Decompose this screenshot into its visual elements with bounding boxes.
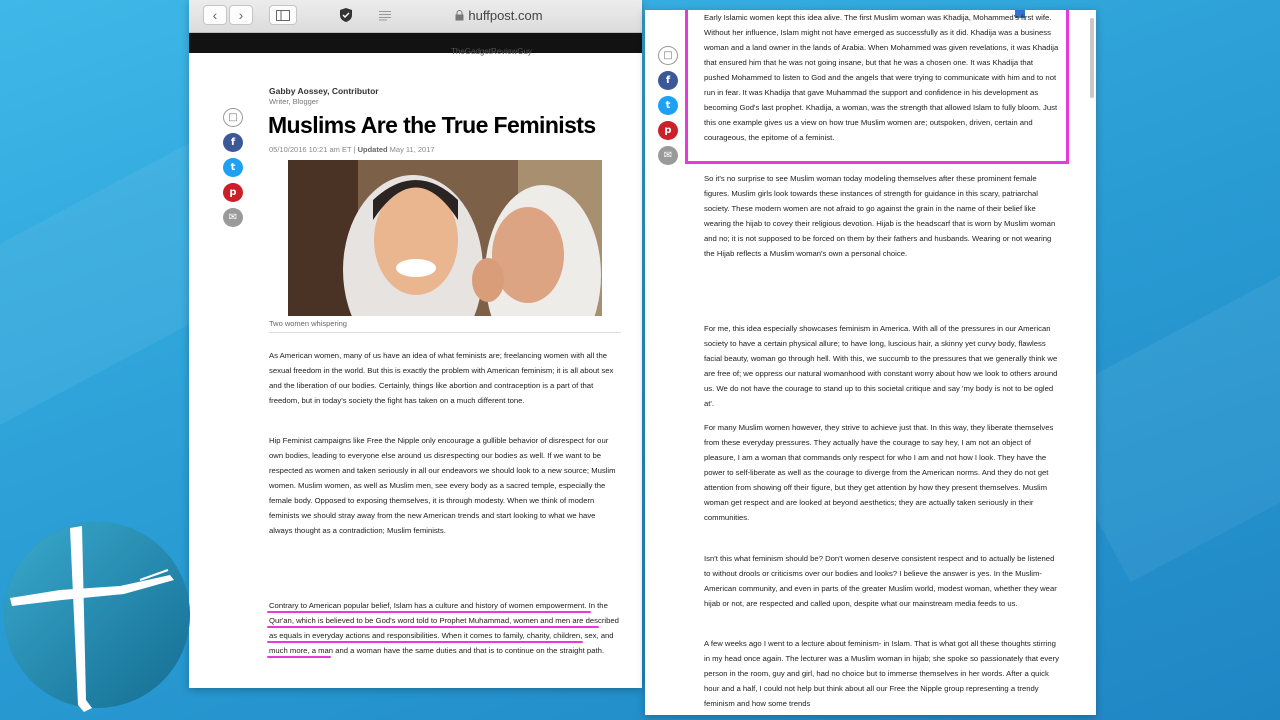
article-paragraph: As American women, many of us have an idea of what feminists are; freelancing women with all the sexual freedom in the world. But this is exactly the problem with American feminism; it is all about sex and the liberation of our bodies. Certainly, things like abortion and contraception is a part of that freedom, but in today's society the fight has taken on a much different tone. bbox=[269, 351, 614, 405]
lock-icon bbox=[455, 10, 464, 21]
image-caption: Two women whispering bbox=[269, 319, 347, 328]
twitter-icon[interactable]: t bbox=[658, 96, 678, 115]
twitter-icon[interactable]: t bbox=[223, 158, 243, 177]
pinterest-icon[interactable]: p bbox=[223, 183, 243, 202]
date-published: 05/10/2016 10:21 am ET bbox=[269, 145, 352, 154]
highlight-underline bbox=[267, 626, 599, 628]
bookmark-icon[interactable]: □ bbox=[223, 108, 243, 127]
url-text: huffpost.com bbox=[468, 7, 543, 23]
article-paragraph: Isn't this what feminism should be? Don't women deserve consistent respect and to actually be listened to without drools or criticisms over our bodies and looks? I believe the answer is yes. In the Muslim-American community, and even in parts of the greater Muslim world, modest woman, whether they wear hijab or not, are respected and called upon, despite what our mainstream media feeds to us. bbox=[704, 554, 1057, 608]
left-browser-window bbox=[189, 0, 642, 688]
back-button[interactable] bbox=[203, 5, 227, 25]
address-bar[interactable] bbox=[369, 5, 629, 25]
chevron-left-icon: ‹ bbox=[212, 7, 218, 23]
article-headline: Muslims Are the True Feminists bbox=[268, 112, 596, 138]
article-paragraph-highlighted: Early Islamic women kept this idea alive. The first Muslim woman was Khadija, Mohammed's first wife. Without her influence, Islam might not have emerged as successfully as it did. Khadija was a business woman and a land owner in the lands of Arabia. When Mohammed was given revelations, it was Khadija that ensured him that he was not going insane, but that he was a chosen one. It was Khadija that pushed Mohammed to listen to God and the angels that were trying to communicate with him and to not run in fear. It was Khadija that gave Muhammad the support and confidence in his development as becoming God's last prophet. Khadija, a woman, was the strength that allowed Islam to fully bloom. Just this one example gives us a view on how true Muslim women are; outspoken, driven, certain and courageous, the epitome of a feminist. bbox=[704, 13, 1059, 142]
article-paragraph: For me, this idea especially showcases feminism in America. With all of the pressures in our American society to have a certain physical allure; to have long, luscious hair, a skinny yet curvy body, flawless facial beauty, woman go through hell. With this, we succumb to the pressures that we generally think we are free of; we oppress our natural womanhood with constant worry about how we look to others around us. We do not have the courage to stand up to this societal critique and say 'my body is not to be ogled at'. bbox=[704, 324, 1058, 408]
facebook-icon[interactable]: f bbox=[223, 133, 243, 152]
forward-button[interactable] bbox=[229, 5, 253, 25]
right-browser-window bbox=[645, 10, 1096, 715]
article-paragraph: So it's no surprise to see Muslim woman today modeling themselves after these prominent female figures. Muslim girls look towards these instances of strength for guidance in this scary, patriarchal society. These modern women are not afraid to go against the grain in the name of their belief like wearing the hijab to covey their religious devotion. Hijab is the headscarf that is worn by Muslim woman and no; it is not supposed to be forced on them by their fathers and husbands. Wearing or not wearing the Hijab reflects a Muslim woman's own a personal choice. bbox=[704, 174, 1056, 258]
article-paragraph-highlighted: Contrary to American popular belief, Islam has a culture and history of women empowerment. In the Qur'an, which is believed to be God's word told to Prophet Muhammad, women and men are described as equals in everyday actions and responsibilities. When it comes to family, charity, children, sex, and much more, a man and a woman have the same duties and that is to continue on the straight path. bbox=[269, 601, 619, 655]
sidebar-button[interactable] bbox=[269, 5, 297, 25]
facebook-icon[interactable]: f bbox=[658, 71, 678, 90]
article-paragraph: For many Muslim women however, they strive to achieve just that. In this way, they liberate themselves from these everyday pressures. They actually have the courage to say hey, I am not an object of pleasure, I am a woman that commands only respect for who I am and not how I look. They have the power to self-liberate as well as the courage to diverge from the American norms. And they do not get attention from showing off their figure, but they get attention by how they present themselves. Muslim woman get respect and are looked at beyond aesthetics; they are actually taken seriously in their communities. bbox=[704, 423, 1054, 522]
chevron-right-icon: › bbox=[238, 7, 244, 23]
updated-label: Updated bbox=[357, 145, 388, 154]
email-icon[interactable]: ✉ bbox=[223, 208, 243, 227]
ad-strip bbox=[189, 53, 642, 63]
sidebar-icon bbox=[276, 10, 290, 21]
site-header-bar bbox=[189, 33, 642, 53]
cross-logo-icon bbox=[0, 520, 200, 720]
shield-icon bbox=[339, 7, 353, 23]
ad-caption: TheGadgetReviewGuy bbox=[451, 47, 532, 56]
article-dateline bbox=[269, 145, 435, 154]
author-role: Writer, Blogger bbox=[269, 97, 319, 106]
article-paragraph: A few weeks ago I went to a lecture about feminism- in Islam. That is what got all these thoughts stirring in my head once again. The lecturer was a Muslim woman in hijab; she spoke so passionately that every person in the room, guy and girl, had no choice but to immerse themselves in her words. After a quick hour and a half, I could not help but think about all our Free the Nipple group representing a trendy feminism and how some trends bbox=[704, 639, 1059, 708]
pinterest-icon[interactable]: p bbox=[658, 121, 678, 140]
date-separator: | bbox=[353, 145, 356, 154]
scrollbar[interactable] bbox=[1090, 18, 1094, 98]
author-name[interactable]: Gabby Aossey, Contributor bbox=[269, 86, 379, 96]
article-photo bbox=[288, 160, 602, 316]
date-updated: May 11, 2017 bbox=[389, 145, 435, 154]
article-paragraph: Hip Feminist campaigns like Free the Nipple only encourage a gullible behavior of disrespect for our own bodies, leading to everyone else around us disrespecting our bodies as well. If we want to be respected as women and taken seriously in all our endeavors we should look to a new source; Muslim women. Muslim women, as well as Muslim men, see every body as a sacred temple, especially the female body. Opposed to exposing themselves, it is through modesty. When we think of modern feminists we should stray away from the new American trends and start looking to what we have always thought as a contradiction; Muslim feminists. bbox=[269, 436, 616, 535]
highlight-underline bbox=[267, 641, 583, 643]
bookmark-icon[interactable]: □ bbox=[658, 46, 678, 65]
browser-toolbar bbox=[189, 0, 642, 33]
privacy-shield-button[interactable] bbox=[334, 5, 358, 25]
share-toolbar bbox=[223, 108, 243, 227]
email-icon[interactable]: ✉ bbox=[658, 146, 678, 165]
highlight-underline bbox=[267, 611, 591, 613]
highlight-underline bbox=[267, 656, 331, 658]
share-toolbar bbox=[658, 46, 678, 165]
women-whispering-image bbox=[288, 160, 602, 316]
divider bbox=[269, 332, 621, 333]
